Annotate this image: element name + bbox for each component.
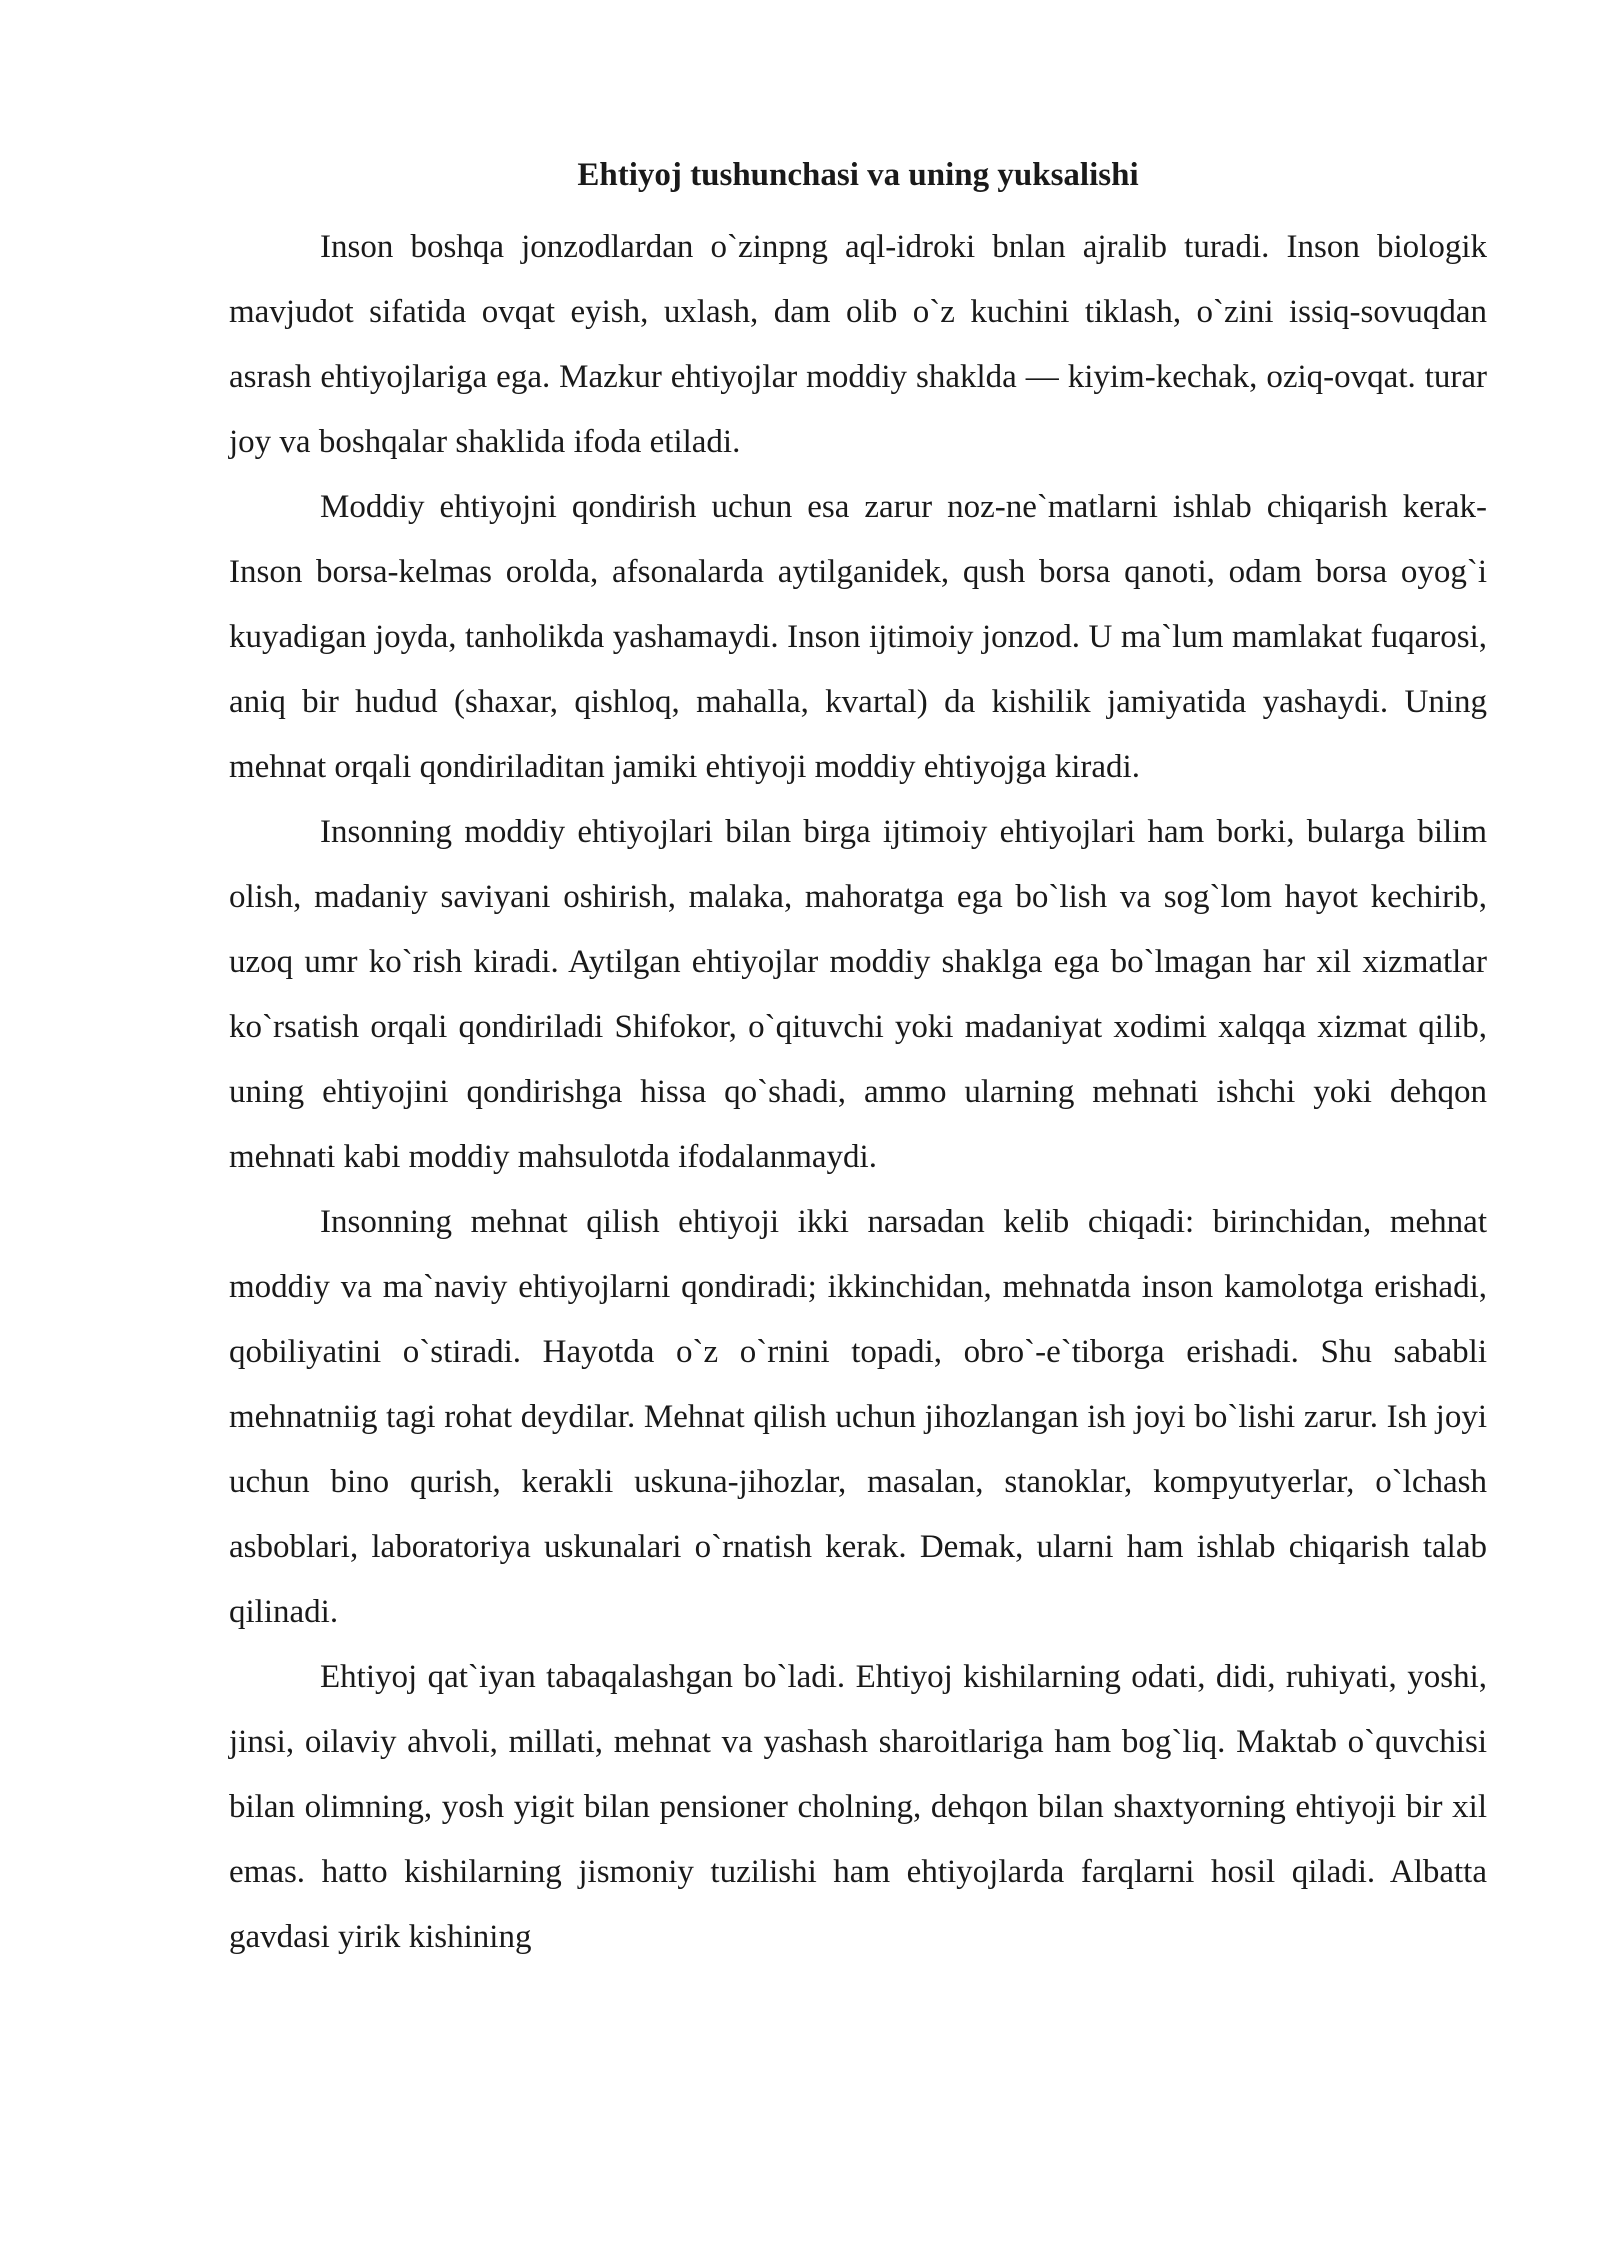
paragraph-4: Insonning mehnat qilish ehtiyoji ikki narsadan kelib chiqadi: birinchidan, mehnat moddiy va ma`naviy ehtiyojlarni qondiradi; ikkinchidan, mehnatda inson kamolotga erishadi, qobiliyatini o`stiradi. Hayotda o`z o`rnini topadi, obro`-e`tiborga erishadi. Shu sababli mehnatniig tagi rohat deydilar. Mehnat qilish uchun jihozlangan ish joyi bo`lishi zarur. Ish joyi uchun bino qurish, kerakli uskuna-jihozlar, masalan, stanoklar, kompyutyerlar, o`lchash asboblari, laboratoriya uskunalari o`rnatish kerak. Demak, ularni ham ishlab chiqarish talab qilinadi. (229, 1204, 1487, 1630)
paragraph-1: Inson boshqa jonzodlardan o`zinpng aql-idroki bnlan ajralib turadi. Inson biologik mavjudot sifatida ovqat eyish, uxlash, dam olib o`z kuchini tiklash, o`zini issiq-sovuqdan asrash ehtiyojlariga ega. Mazkur ehtiyojlar moddiy shaklda — kiyim-kechak, oziq-ovqat. turar joy va boshqalar shaklida ifoda etiladi. (229, 229, 1487, 460)
document-body (229, 150, 1487, 1970)
paragraph-5: Ehtiyoj qat`iyan tabaqalashgan bo`ladi. Ehtiyoj kishilarning odati, didi, ruhiyati, yoshi, jinsi, oilaviy ahvoli, millati, mehnat va yashash sharoitlariga ham bog`liq. Maktab o`quvchisi bilan olimning, yosh yigit bilan pensioner cholning, dehqon bilan shaxtyorning ehtiyoji bir xil emas. hatto kishilarning jismoniy tuzilishi ham ehtiyojlarda farqlarni hosil qiladi. Albatta gavdasi yirik kishining (229, 1659, 1487, 1955)
paragraph-3: Insonning moddiy ehtiyojlari bilan birga ijtimoiy ehtiyojlari ham borki, bularga bilim olish, madaniy saviyani oshirish, malaka, mahoratga ega bo`lish va sog`lom hayot kechirib, uzoq umr ko`rish kiradi. Aytilgan ehtiyojlar moddiy shaklga ega bo`lmagan har xil xizmatlar ko`rsatish orqali qondiriladi Shifokor, o`qituvchi yoki madaniyat xodimi xalqqa xizmat qilib, uning ehtiyojini qondirishga hissa qo`shadi, ammo ularning mehnati ishchi yoki dehqon mehnati kabi moddiy mahsulotda ifodalanmaydi. (229, 814, 1487, 1175)
document-title: Ehtiyoj tushunchasi va uning yuksalishi (577, 157, 1139, 193)
paragraph-2: Moddiy ehtiyojni qondirish uchun esa zarur noz-ne`matlarni ishlab chiqarish kerak- Inson borsa-kelmas orolda, afsonalarda aytilganidek, qush borsa qanoti, odam borsa oyog`i kuyadigan joyda, tanholikda yashamaydi. Inson ijtimoiy jonzod. U ma`lum mamlakat fuqarosi, aniq bir hudud (shaxar, qishloq, mahalla, kvartal) da kishilik jamiyatida yashaydi. Uning mehnat orqali qondiriladitan jamiki ehtiyoji moddiy ehtiyojga kiradi. (229, 489, 1487, 785)
